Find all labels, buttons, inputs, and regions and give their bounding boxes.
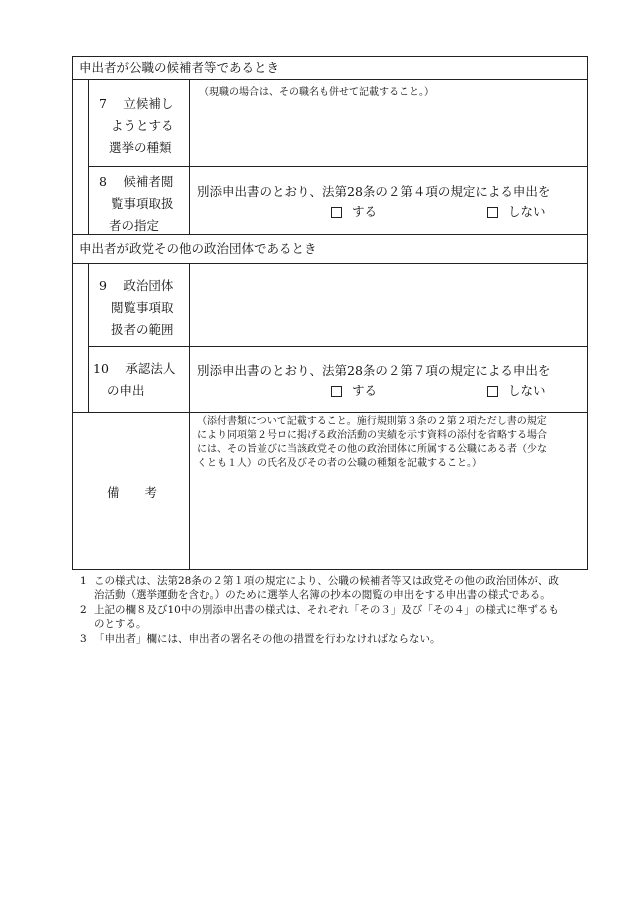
- divider: [73, 263, 587, 264]
- divider: [88, 79, 89, 234]
- footnote-1: 1 この様式は、法第28条の２第１項の規定により、公職の候補者等又は政党その他の政治団体が、政 治活動（選挙運動を含む。）のために選挙人名簿の抄本の閲覧の申出をする申出書の様式である。: [80, 575, 559, 601]
- divider: [189, 79, 190, 234]
- checkbox-icon[interactable]: [331, 207, 342, 218]
- row8-text: 別添申出書のとおり、法第28条の２第４項の規定による申出を: [197, 184, 551, 199]
- row7-note: （現職の場合は、その職名も併せて記載すること。）: [199, 87, 434, 98]
- row10-option-yes[interactable]: [331, 382, 377, 400]
- row10-option-no[interactable]: [487, 382, 546, 400]
- row8-option-no[interactable]: [487, 203, 546, 221]
- checkbox-icon[interactable]: [487, 207, 498, 218]
- section-header-party: 申出者が政党その他の政治団体であるとき: [79, 241, 317, 256]
- remarks-label: 備 考: [107, 485, 158, 500]
- row8-label: 8 候補者閲 覧事項取扱 者の指定: [99, 174, 174, 233]
- divider: [73, 412, 587, 413]
- footnote-3: 3 「申出者」欄には、申出者の署名その他の措置を行わなければならない。: [80, 633, 441, 645]
- divider: [88, 263, 89, 412]
- application-form-table: [72, 56, 588, 570]
- divider: [189, 263, 190, 412]
- remarks-note: （添付書類について記載すること。施行規則第３条の２第２項ただし書の規定 により同項第２号ロに掲げる政治活動の実績を示す資料の添付を省略する場合 には、その旨並びに当該政党その他の政治団体に所属する公職にある者（少な くとも１人）の氏名及びその者の公職の種類を記載すること。）: [197, 416, 547, 469]
- divider: [88, 166, 587, 167]
- row9-label: 9 政治団体 閲覧事項取 扱者の範囲: [99, 278, 174, 337]
- option-label: する: [352, 383, 378, 398]
- row10-label: 10 承認法人 の申出: [93, 361, 176, 398]
- option-label: しない: [508, 383, 546, 398]
- section-header-candidate: 申出者が公職の候補者等であるとき: [79, 60, 280, 75]
- option-label: する: [352, 204, 378, 219]
- option-label: しない: [508, 204, 546, 219]
- footnotes: [74, 574, 594, 646]
- divider: [189, 412, 190, 569]
- footnote-2: 2 上記の欄８及び10中の別添申出書の様式は、それぞれ「その３」及び「その４」の様式に準ずるも のとする。: [80, 604, 559, 630]
- checkbox-icon[interactable]: [487, 386, 498, 397]
- checkbox-icon[interactable]: [331, 386, 342, 397]
- row8-option-yes[interactable]: [331, 203, 377, 221]
- row10-text: 別添申出書のとおり、法第28条の２第７項の規定による申出を: [197, 363, 551, 378]
- divider: [73, 79, 587, 80]
- divider: [88, 346, 587, 347]
- row7-label: 7 立候補し ようとする 選挙の種類: [99, 96, 174, 155]
